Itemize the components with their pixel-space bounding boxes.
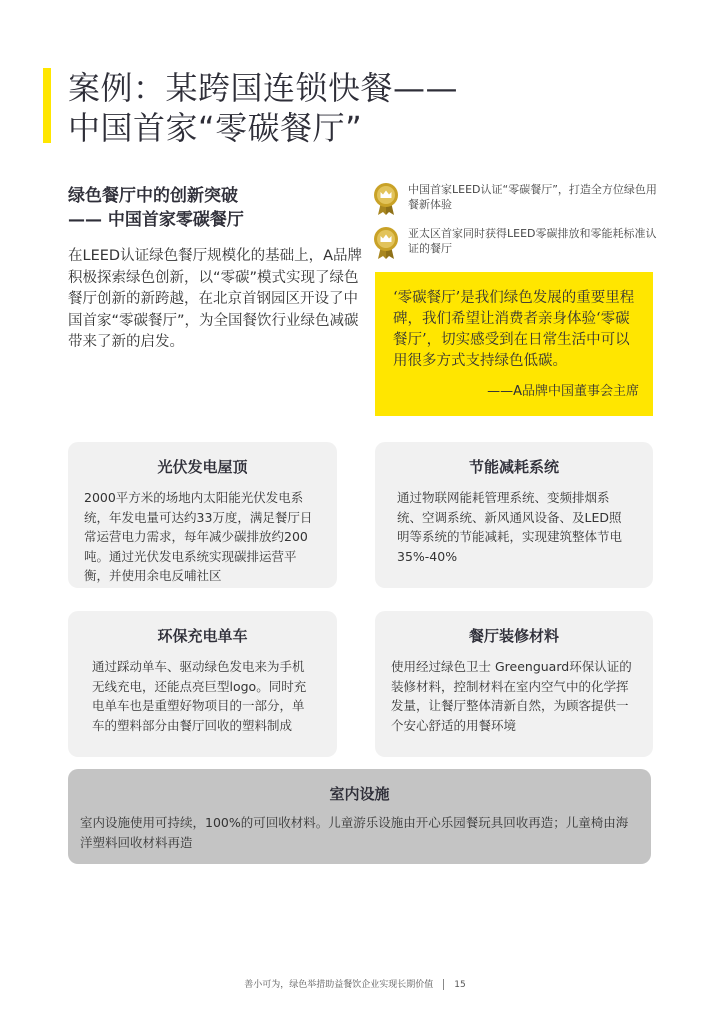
quote-text: ‘零碳餐厅’是我们绿色发展的重要里程碑，我们希望让消费者亲身体验‘零碳餐厅’，切实感受到在日常生活中可以用很多方式支持绿色低碳。 (393, 290, 635, 369)
feature-card-charging-bike (68, 611, 337, 757)
footer-text: 善小可为，绿色举措助益餐饮企业实现长期价值 (244, 980, 434, 990)
award-text: 中国首家LEED认证“零碳餐厅”，打造全方位绿色用餐新体验 (408, 183, 657, 211)
page-title-line-2: 中国首家“零碳餐厅” (68, 109, 363, 147)
award-list (373, 182, 663, 270)
card-title: 环保充电单车 (157, 627, 248, 645)
section-heading-line-1: 绿色餐厅中的创新突破 (68, 186, 238, 206)
card-body: 使用经过绿色卫士 Greenguard环保认证的装修材料，控制材料在室内空气中的化学挥发量，让餐厅整体清新自然，为顾客提供一个安心舒适的用餐环境 (391, 659, 632, 733)
feature-card-decoration-materials (375, 611, 653, 757)
feature-card-indoor-facilities (68, 769, 651, 864)
card-body: 2000平方米的场地内太阳能光伏发电系统，年发电量可达约33万度，满足餐厅日常运营电力需求，每年减少碳排放约200吨。通过光伏发电系统实现碳排运营平衡，并使用余电反哺社区 (84, 490, 313, 583)
title-accent-bar (43, 68, 51, 143)
page-footer (0, 978, 710, 992)
card-title: 节能减耗系统 (468, 458, 559, 476)
feature-card-solar-roof (68, 442, 337, 588)
card-body: 室内设施使用可持续，100%的可回收材料。儿童游乐设施由开心乐园餐玩具回收再造；儿童椅由海洋塑料回收材料再造 (80, 815, 629, 850)
quote-source: ——A品牌中国董事会主席 (487, 384, 639, 399)
footer-divider (443, 979, 444, 990)
page-title-line-1: 案例：某跨国连锁快餐—— (68, 69, 459, 107)
feature-card-energy-saving (375, 442, 653, 588)
card-title: 光伏发电屋顶 (157, 458, 248, 476)
intro-paragraph: 在LEED认证绿色餐厅规模化的基础上，A品牌积极探索绿色创新，以“零碳”模式实现了绿色餐厅创新的新跨越，在北京首钢园区开设了中国首家“零碳餐厅”，为全国餐饮行业绿色减碳带来了新的启发。 (68, 248, 362, 350)
card-body: 通过物联网能耗管理系统、变频排烟系统、空调系统、新风通风设备、及LED照明等系统的节能减耗，实现建筑整体节电35%-40% (397, 490, 623, 564)
medal-icon (373, 182, 399, 216)
page-title (68, 68, 458, 148)
award-text: 亚太区首家同时获得LEED零碳排放和零能耗标准认证的餐厅 (408, 227, 657, 255)
award-item (373, 182, 663, 216)
page-number: 15 (454, 980, 466, 990)
section-heading-line-2: —— 中国首家零碳餐厅 (68, 210, 244, 230)
medal-icon (373, 226, 399, 260)
card-title: 餐厅装修材料 (468, 627, 559, 645)
section-heading (68, 184, 244, 232)
award-item (373, 226, 663, 260)
card-title: 室内设施 (329, 785, 390, 803)
quote-box (375, 272, 653, 416)
card-body: 通过踩动单车、驱动绿色发电来为手机无线充电，还能点亮巨型logo。同时充电单车也是重塑好物项目的一部分，单车的塑料部分由餐厅回收的塑料制成 (92, 659, 307, 733)
